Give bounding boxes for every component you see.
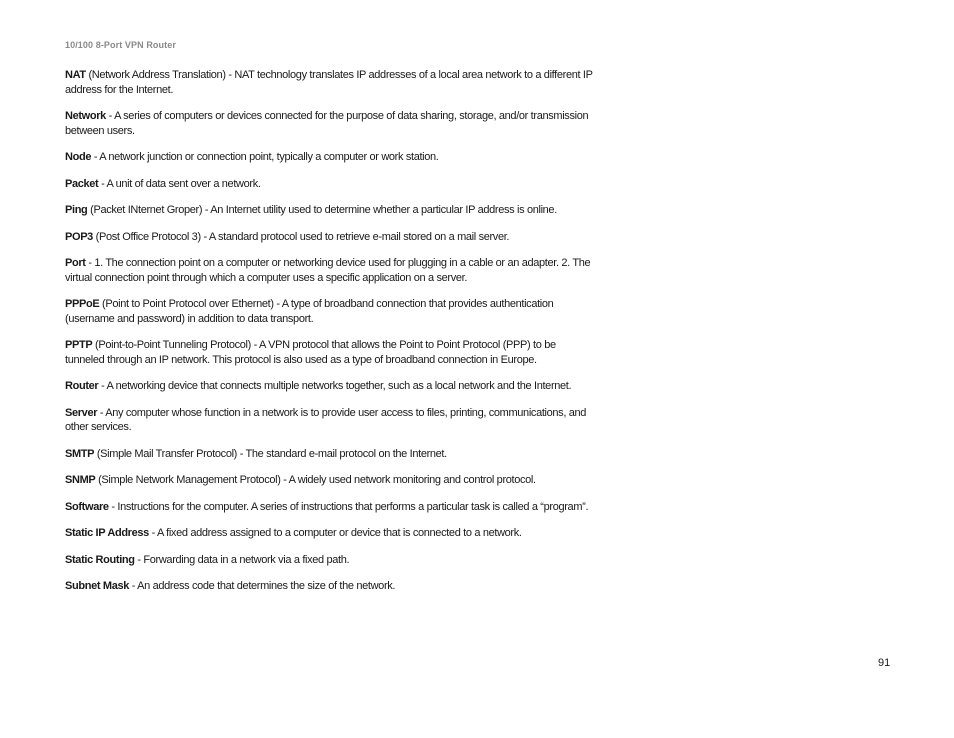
glossary-entry-pptp [65,338,593,367]
glossary-term: SNMP [65,474,96,486]
glossary-entry-node [65,150,593,165]
glossary-entry-static-routing [65,553,593,568]
glossary-entry-software [65,500,593,515]
glossary-definition: - 1. The connection point on a computer or networking device used for plugging in a cable or an adapter. 2. The virtual connection point through which a computer uses a specific application on a server. [65,257,591,284]
glossary-entry-packet [65,177,593,192]
glossary-term: Port [65,257,86,269]
glossary-definition: (Simple Network Management Protocol) - A widely used network monitoring and control protocol. [95,474,536,486]
glossary-entry-port [65,256,593,285]
glossary-term: Server [65,406,98,419]
glossary-definition: - An address code that determines the size of the network. [129,580,396,592]
glossary-entry-smtp [65,447,593,462]
glossary-definition: (Post Office Protocol 3) - A standard protocol used to retrieve e-mail stored on a mail server. [92,230,510,243]
glossary-entry-pppoe [65,297,593,326]
page-number: 91 [878,657,891,669]
glossary-term: Static Routing [65,553,135,566]
glossary-definition: (Network Address Translation) - NAT technology translates IP addresses of a local area network to a different IP address for the Internet. [65,69,593,96]
glossary-definition: - A unit of data sent over a network. [98,177,261,190]
glossary-definition: - Forwarding data in a network via a fixed path. [134,553,350,566]
document-header: 10/100 8-Port VPN Router [65,40,176,50]
glossary-entry-snmp [65,473,593,488]
glossary-term: Router [65,380,99,392]
glossary-term: SMTP [65,447,95,460]
glossary-entry-subnet-mask [65,579,593,594]
glossary-list [65,68,593,606]
glossary-entry-router [65,379,593,394]
glossary-term: Packet [65,177,99,190]
glossary-definition: - A fixed address assigned to a computer or device that is connected to a network. [148,527,522,539]
glossary-definition: (Simple Mail Transfer Protocol) - The standard e-mail protocol on the Internet. [94,447,447,460]
glossary-entry-pop3 [65,230,593,245]
glossary-term: Software [65,500,109,513]
glossary-definition: - Instructions for the computer. A series of instructions that performs a particular task is called a “program”. [108,500,589,513]
glossary-definition: (Point to Point Protocol over Ethernet) - A type of broadband connection that provides authentication (username and password) in addition to data transport. [65,298,554,325]
glossary-entry-network [65,109,593,138]
glossary-term: Ping [65,204,88,216]
glossary-term: Static IP Address [65,527,149,539]
glossary-term: NAT [65,69,86,81]
glossary-definition: - A series of computers or devices connected for the purpose of data sharing, storage, and/or transmission between users. [65,110,589,137]
glossary-definition: - A networking device that connects multiple networks together, such as a local network and the Internet. [98,380,572,392]
glossary-term: PPPoE [65,298,100,310]
glossary-definition: (Packet INternet Groper) - An Internet utility used to determine whether a particular IP address is online. [87,204,557,216]
glossary-definition: - Any computer whose function in a network is to provide user access to files, printing, communications, and other services. [65,406,587,433]
glossary-entry-server [65,406,593,435]
glossary-definition: (Point-to-Point Tunneling Protocol) - A VPN protocol that allows the Point to Point Protocol (PPP) to be tunneled through an IP network. This protocol is also used as a type of broadband connection in Europe. [65,339,556,366]
glossary-entry-nat [65,68,593,97]
glossary-definition: - A network junction or connection point, typically a computer or work station. [91,151,439,163]
glossary-term: POP3 [65,230,93,243]
glossary-term: PPTP [65,339,93,351]
glossary-term: Network [65,110,106,122]
glossary-entry-static-ip-address [65,526,593,541]
glossary-term: Subnet Mask [65,580,129,592]
glossary-entry-ping [65,203,593,218]
glossary-term: Node [65,151,92,163]
